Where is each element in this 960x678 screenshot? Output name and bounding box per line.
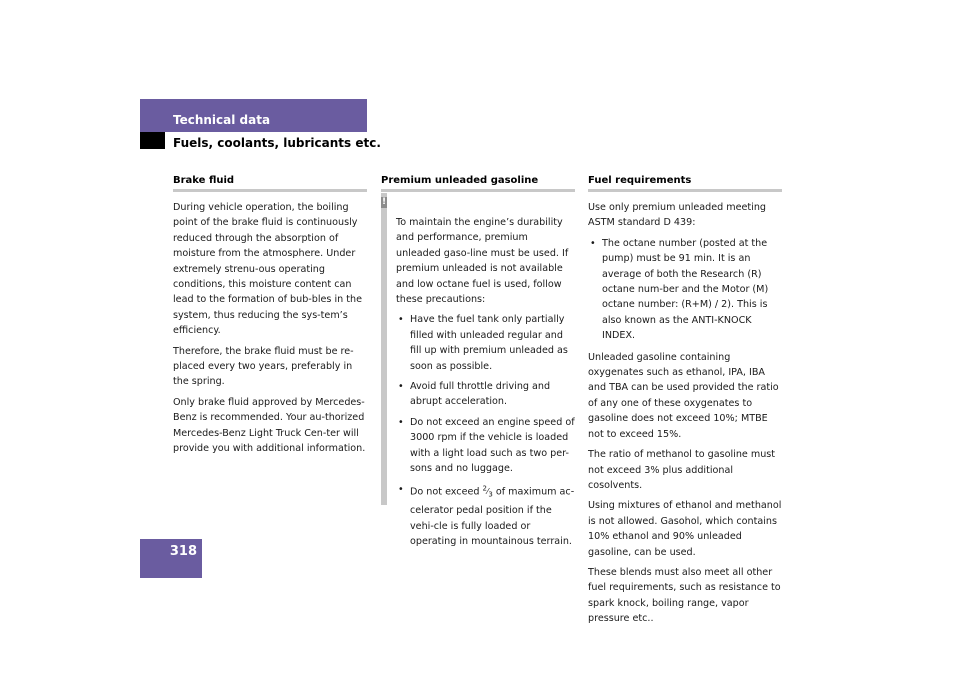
- paragraph: Using mixtures of ethanol and methanol is not allowed. Gasohol, which contains 10% ethanol and 90% unleaded gasoline, can be used.: [588, 500, 782, 558]
- brake-fluid-heading: Brake fluid: [173, 175, 235, 186]
- warning-note: [381, 193, 575, 547]
- list-item: [396, 482, 575, 550]
- fraction-denominator: 3: [488, 490, 493, 499]
- section-title: Technical data: [173, 113, 271, 127]
- paragraph: Use only premium unleaded meeting ASTM standard D 439:: [588, 202, 767, 229]
- heading-rule: [588, 189, 782, 192]
- paragraph: During vehicle operation, the boiling point of the brake fluid is continuously reduced through the absorption of moisture from the atmosphere. Under extremely strenu-ous operating conditions, this moisture content can lead to the formation of bub-bles in the system, thus reducing the sys-tem’s efficiency.: [173, 202, 362, 337]
- list-item: • Have the fuel tank only partially filled with unleaded regular and fill up with premium unleaded as soon as possible.: [396, 312, 575, 374]
- paragraph: Only brake fluid approved by Mercedes-Benz is recommended. Your au-thorized Mercedes-Benz Light Truck Cen-ter will provide you with additional information.: [173, 396, 366, 455]
- section-subtitle: Fuels, coolants, lubricants etc.: [173, 136, 381, 150]
- brake-fluid-text: [173, 200, 367, 457]
- fraction-numerator: 2: [482, 484, 487, 493]
- note-side-bar: [381, 193, 387, 505]
- list-item: • Do not exceed an engine speed of 3000 rpm if the vehicle is loaded with a light load such as two per-sons and no luggage.: [396, 415, 575, 477]
- brake-fluid-column: [173, 174, 367, 462]
- note-intro: To maintain the engine’s durability and performance, premium unleaded gaso-line must be used. If premium unleaded is not available and low octane fuel is used, follow these precautions:: [396, 217, 569, 306]
- heading-rule: [381, 189, 575, 192]
- premium-gasoline-heading: Premium unleaded gasoline: [381, 175, 539, 186]
- premium-gasoline-column: [381, 174, 575, 192]
- heading-rule: [173, 189, 367, 192]
- bullet-text-after: of maximum ac-celerator pedal position if the vehi-cle is fully loaded or operating in mountainous terrain.: [410, 486, 575, 547]
- header-tab-marker: [140, 132, 165, 149]
- octane-list: [588, 236, 782, 344]
- paragraph: Unleaded gasoline containing oxygenates such as ethanol, IPA, IBA and TBA can be used provided the ratio of any one of these oxygenates to gasoline does not exceed 10%; MTBE not to exceed 15%.: [588, 351, 779, 440]
- list-item: • Avoid full throttle driving and abrupt acceleration.: [396, 379, 575, 410]
- bullet-text-before: Do not exceed: [410, 486, 483, 498]
- paragraph: The ratio of methanol to gasoline must not exceed 3% plus additional cosolvents.: [588, 449, 776, 491]
- paragraph: These blends must also meet all other fuel requirements, such as resistance to spark knock, boiling range, vapor pressure etc..: [588, 566, 781, 625]
- note-body: [396, 215, 575, 555]
- list-item: • The octane number (posted at the pump) must be 91 min. It is an average of both the Research (R) octane num-ber and the Motor (M) octane number: (R+M) / 2). This is also known as the ANTI-KNOCK INDEX.: [588, 236, 782, 344]
- page-number: 318: [169, 544, 197, 559]
- fuel-requirements-heading: Fuel requirements: [588, 175, 692, 186]
- paragraph: Therefore, the brake fluid must be re-placed every two years, preferably in the spring.: [173, 345, 354, 388]
- precautions-list: [396, 312, 575, 549]
- fuel-requirements-column: [588, 174, 782, 632]
- fraction: $^2⁄_3$: [482, 484, 493, 499]
- exclamation-icon: !: [381, 197, 387, 207]
- fuel-requirements-text: [588, 200, 782, 627]
